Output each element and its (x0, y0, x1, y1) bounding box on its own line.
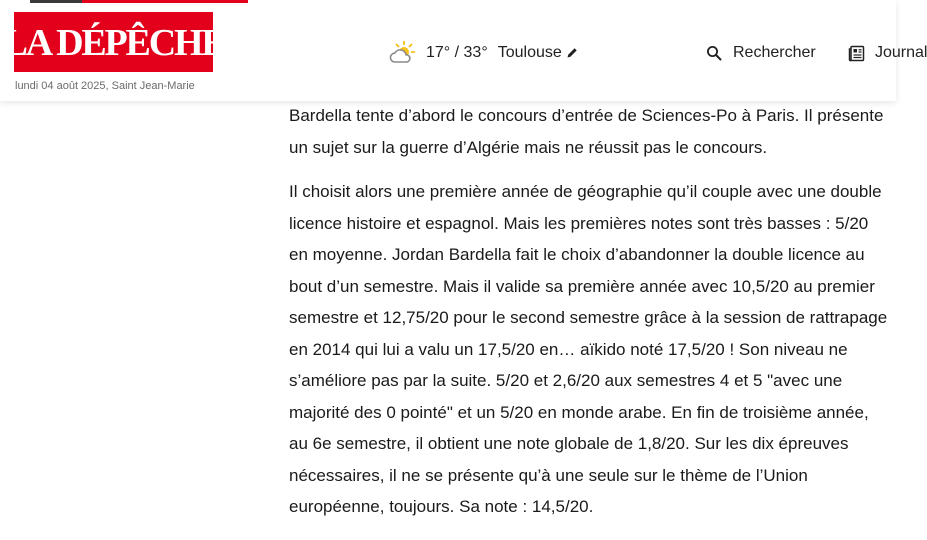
journal-button[interactable] (848, 42, 927, 64)
journal-label: Journal (875, 44, 927, 61)
top-accent-strip (30, 0, 248, 3)
search-label: Rechercher (733, 44, 816, 61)
weather-city: Toulouse (497, 44, 562, 61)
logo-text: LA DÉPÊCHE (2, 22, 225, 64)
weather-temperatures: 17° / 33° (426, 44, 488, 61)
article-paragraph: Bardella tente d’abord le concours d’entrée de Sciences-Po à Paris. Il présente un sujet sur la guerre d’Algérie mais ne réussit pas le concours. (289, 106, 884, 157)
search-icon (706, 45, 722, 61)
pencil-icon[interactable] (566, 47, 578, 59)
sun-cloud-icon (388, 40, 416, 66)
date-line: lundi 04 août 2025, Saint Jean-Marie (15, 80, 195, 92)
site-header (0, 0, 927, 101)
weather-widget[interactable] (388, 40, 578, 66)
search-button[interactable] (706, 42, 816, 64)
newspaper-icon (848, 45, 865, 62)
article-paragraph: Il choisit alors une première année de géographie qu’il couple avec une double licence histoire et espagnol. Mais les premières notes sont très basses : 5/20 en moyenne. Jordan Bardella fait le choix d’abandonner la double licence au bout d’un semestre. Mais il valide sa première année avec 10,5/20 au premier semestre et 12,75/20 pour le second semestre grâce à la session de rattrapage en 2014 qui lui a valu un 17,5/20 en… aïkido noté 17,5/20 ! Son niveau ne s’améliore pas par la suite. 5/20 et 2,6/20 aux semestres 4 et 5 "avec une majorité des 0 pointé" et un 5/20 en monde arabe. En fin de troisième année, au 6e semestre, il obtient une note globale de 1,8/20. Sur les dix épreuves nécessaires, il ne se présente qu’à une seule sur le thème de l’Union européenne, toujours. Sa note : 14,5/20. (289, 182, 888, 516)
site-logo[interactable] (2, 12, 225, 72)
article-body (289, 101, 889, 523)
